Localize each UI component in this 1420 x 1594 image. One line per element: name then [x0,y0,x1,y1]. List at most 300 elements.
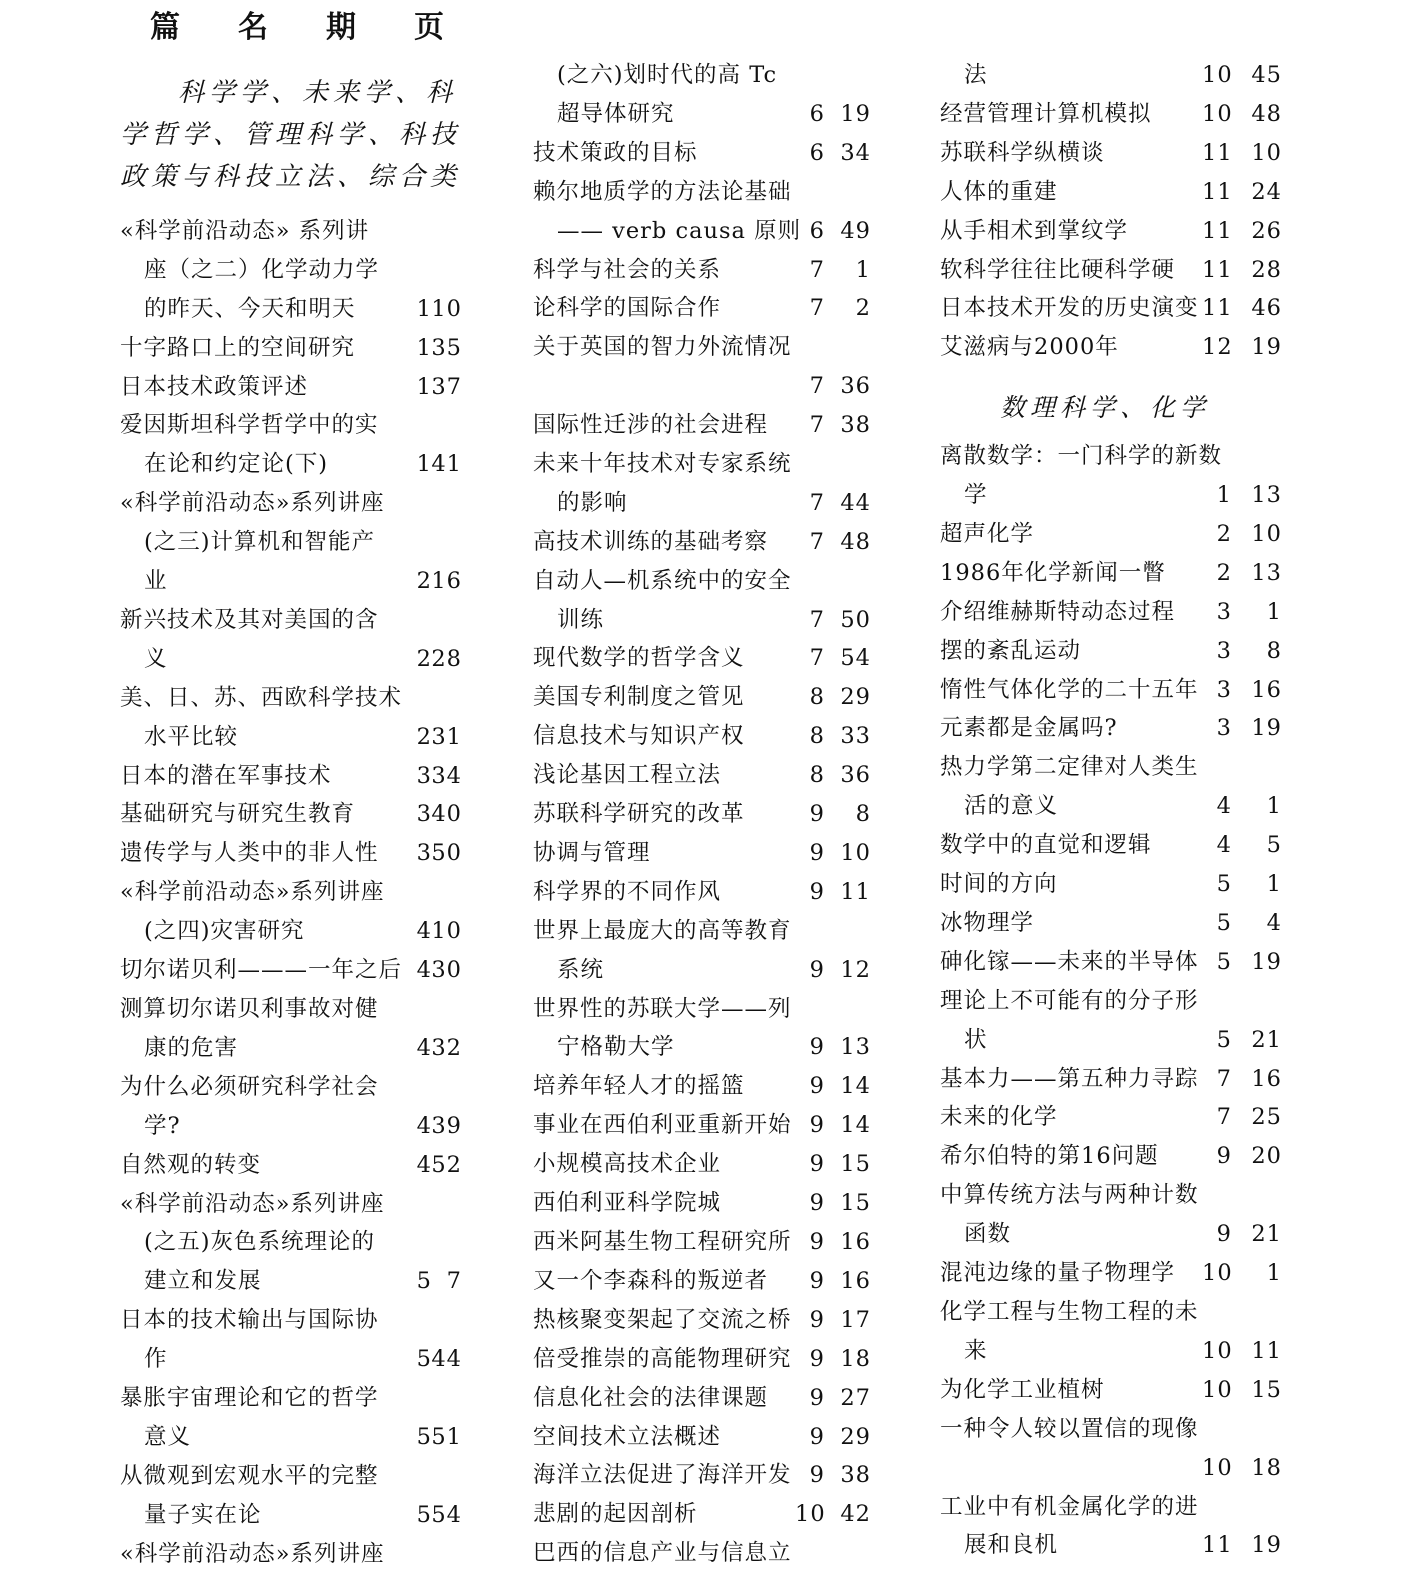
index-entry [120,834,470,873]
entry-title: 测算切尔诺贝利事故对健 [120,996,379,1022]
index-entry [533,95,893,134]
index-entry [533,795,893,834]
entry-title: 信息化社会的法律课题 [533,1385,769,1411]
entry-page: 28 [431,646,462,672]
entry-title: 日本技术开发的历史演变 [940,295,1199,321]
entry-issue: 7 [809,412,825,438]
index-entry [940,56,1300,95]
index-entry [533,56,893,95]
entry-issue: 9 [809,1268,825,1294]
index-entry [533,1495,893,1534]
entry-page: 54 [840,645,871,671]
entry-page: 15 [840,1151,871,1177]
entry-issue: 9 [809,1385,825,1411]
entry-issue: 6 [809,218,825,244]
entry-page: 27 [840,1385,871,1411]
entry-issue: 9 [809,879,825,905]
entry-title: 西米阿基生物工程研究所 [533,1229,792,1255]
index-entry [533,1262,893,1301]
entry-issue: 3 [1216,599,1232,625]
entry-title: 理论上不可能有的分子形 [940,988,1199,1014]
entry-page: 10 [840,840,871,866]
entry-title: 中算传统方法与两种计数 [940,1182,1199,1208]
index-entry [940,1176,1300,1215]
index-entry [940,1526,1300,1565]
entry-page: 15 [840,1190,871,1216]
entry-issue: 4 [416,1035,432,1061]
entry-title: 来 [964,1338,988,1364]
entry-page: 29 [840,684,871,710]
entry-title: 十字路口上的空间研究 [120,335,356,361]
entry-title: 热核聚变架起了交流之桥 [533,1307,792,1333]
entry-title: 宁格勒大学 [557,1034,675,1060]
entry-issue: 8 [809,684,825,710]
entry-page: 35 [431,335,462,361]
entry-issue: 1 [1216,482,1232,508]
index-entry [533,834,893,873]
index-entry [940,632,1300,671]
index-entry [120,1535,470,1574]
index-entry [533,990,893,1029]
entry-issue: 10 [1202,1377,1233,1403]
index-entry [533,1223,893,1262]
index-entry [120,1418,470,1457]
index-entry [120,1340,470,1379]
index-entry [940,1060,1300,1099]
entry-title: 从微观到宏观水平的完整 [120,1463,379,1489]
index-entry [533,1301,893,1340]
index-entry [120,718,470,757]
entry-title: «科学前沿动态»系列讲座 [120,1191,385,1217]
entry-issue: 9 [809,1307,825,1333]
entry-page: 16 [431,568,462,594]
entry-title: 巴西的信息产业与信息立 [533,1540,792,1566]
index-entry [940,134,1300,173]
entry-title: 摆的紊乱运动 [940,638,1082,664]
entry-page: 34 [840,140,871,166]
entry-issue: 5 [1216,1027,1232,1053]
entry-title: 展和良机 [964,1532,1059,1558]
entry-title: 科学与社会的关系 [533,257,722,283]
index-entry [120,951,470,990]
entry-title: 意义 [144,1424,192,1450]
index-entry [533,873,893,912]
entry-page: 2 [855,295,871,321]
entry-title: 元素都是金属吗? [940,715,1118,741]
index-entry [120,329,470,368]
entry-issue: 9 [809,1112,825,1138]
entry-issue: 11 [1202,1532,1233,1558]
entry-title: 在论和约定论(下) [144,451,329,477]
index-entry [940,748,1300,787]
index-entry [120,251,470,290]
entry-issue: 5 [416,1502,432,1528]
index-entry [533,406,893,445]
index-entry [120,406,470,445]
entry-title: 日本技术政策评述 [120,374,309,400]
entry-title: 事业在西伯利亚重新开始 [533,1112,792,1138]
index-entry [120,368,470,407]
entry-page: 21 [1251,1027,1282,1053]
index-entry [533,912,893,951]
entry-issue: 2 [416,568,432,594]
index-entry [940,1215,1300,1254]
entry-title: 空间技术立法概述 [533,1424,722,1450]
entry-issue: 3 [1216,677,1232,703]
index-entry [533,1106,893,1145]
index-entry [120,1379,470,1418]
entry-page: 34 [431,763,462,789]
entry-issue: 9 [809,957,825,983]
entry-title: 学? [144,1113,181,1139]
entry-title: 高技术训练的基础考察 [533,529,769,555]
entry-issue: 9 [809,1190,825,1216]
entry-title: 切尔诺贝利———一年之后 [120,957,403,983]
entry-title: 遗传学与人类中的非人性 [120,840,379,866]
entry-page: 8 [1266,638,1282,664]
index-entry [120,1029,470,1068]
index-entry [940,1098,1300,1137]
entry-title: 浅论基因工程立法 [533,762,722,788]
index-entry [940,289,1300,328]
entry-page: 15 [1251,1377,1282,1403]
index-entry [533,484,893,523]
index-entry [533,445,893,484]
entry-issue: 6 [809,101,825,127]
entry-title: 赖尔地质学的方法论基础 [533,179,792,205]
entry-page: 30 [431,957,462,983]
entry-title: —— verb causa 原则 [557,218,802,244]
entry-issue: 3 [416,763,432,789]
entry-title: 学 [964,482,988,508]
entry-title: 小规模高技术企业 [533,1151,722,1177]
index-entry [940,904,1300,943]
entry-title: 一种令人较以置信的现像 [940,1416,1199,1442]
entry-title: 座（之二）化学动力学 [144,257,380,283]
index-entry [940,709,1300,748]
entry-title: «科学前沿动态»系列讲座 [120,1541,385,1567]
index-entry [940,1488,1300,1527]
index-entry [120,1496,470,1535]
index-entry [533,212,893,251]
index-entry [533,367,893,406]
entry-title: 砷化镓——未来的半导体 [940,949,1199,975]
entry-title: 世界性的苏联大学——列 [533,996,792,1022]
entry-title: 希尔伯特的第16问题 [940,1143,1159,1169]
entry-title: 数学中的直觉和逻辑 [940,832,1152,858]
entry-issue: 9 [809,1462,825,1488]
index-entry [533,1418,893,1457]
entry-page: 10 [1251,521,1282,547]
entry-title: 苏联科学纵横谈 [940,140,1105,166]
entry-title: 系统 [557,957,605,983]
index-entry [940,251,1300,290]
entry-title: (之四)灾害研究 [144,918,305,944]
entry-title: 活的意义 [964,793,1059,819]
entry-title: 自然观的转变 [120,1152,262,1178]
entry-title: 信息技术与知识产权 [533,723,745,749]
entry-title: 协调与管理 [533,840,651,866]
index-entry [940,437,1300,476]
entry-page: 51 [431,1424,462,1450]
entry-title: 时间的方向 [940,871,1058,897]
entry-title: 的昨天、今天和明天 [144,296,356,322]
entry-issue: 7 [1216,1104,1232,1130]
entry-page: 16 [1251,677,1282,703]
index-entry [940,515,1300,554]
entry-issue: 5 [416,1424,432,1450]
index-entry [120,1223,470,1262]
entry-issue: 3 [416,801,432,827]
entry-page: 7 [446,1268,462,1294]
index-entry [533,678,893,717]
entry-title: 业 [144,568,168,594]
entry-title: (之三)计算机和智能产 [144,529,376,555]
index-entry [533,523,893,562]
entry-title: 海洋立法促进了海洋开发 [533,1462,792,1488]
entry-title: 从手相术到掌纹学 [940,218,1129,244]
entry-page: 49 [840,218,871,244]
index-entry [120,1107,470,1146]
entry-issue: 9 [809,1424,825,1450]
entry-page: 5 [1266,832,1282,858]
index-entry [120,290,470,329]
entry-issue: 1 [416,335,432,361]
entry-title: 美、日、苏、西欧科学技术 [120,685,403,711]
entry-title: 爱因斯坦科学哲学中的实 [120,412,379,438]
entry-issue: 1 [416,374,432,400]
entry-page: 44 [431,1346,462,1372]
index-entry [940,943,1300,982]
entry-issue: 2 [1216,521,1232,547]
index-entry [120,990,470,1029]
entry-issue: 4 [416,918,432,944]
index-entry [940,826,1300,865]
index-entry [940,1293,1300,1332]
index-entry [533,1067,893,1106]
entry-page: 1 [1266,871,1282,897]
entry-page: 48 [840,529,871,555]
entry-issue: 11 [1202,295,1233,321]
entry-title: 为什么必须研究科学社会 [120,1074,379,1100]
index-entry [120,562,470,601]
index-entry [120,795,470,834]
entry-page: 11 [840,879,871,905]
entry-title: 国际性迁涉的社会进程 [533,412,769,438]
index-entry [120,212,470,251]
entry-issue: 2 [1216,560,1232,586]
entry-page: 50 [431,840,462,866]
entry-issue: 11 [1202,218,1233,244]
entry-page: 33 [840,723,871,749]
index-entry [533,1456,893,1495]
entry-title: 西伯利亚科学院城 [533,1190,722,1216]
entry-title: 化学工程与生物工程的未 [940,1299,1199,1325]
entry-issue: 5 [416,1268,432,1294]
entry-page: 25 [1251,1104,1282,1130]
entry-title: 技术策政的目标 [533,140,698,166]
index-entry [940,593,1300,632]
entry-issue: 10 [1202,1338,1233,1364]
entry-page: 54 [431,1502,462,1528]
entry-title: 现代数学的哲学含义 [533,645,745,671]
entry-page: 31 [431,724,462,750]
entry-title: 义 [144,646,168,672]
index-entry [533,134,893,173]
entry-page: 39 [431,1113,462,1139]
entry-issue: 11 [1202,140,1233,166]
entry-page: 20 [1251,1143,1282,1169]
entry-issue: 5 [1216,949,1232,975]
entry-page: 46 [1251,295,1282,321]
index-entry [940,1332,1300,1371]
entry-issue: 9 [809,840,825,866]
entry-page: 28 [1251,257,1282,283]
index-entry [940,1137,1300,1176]
index-entry [120,912,470,951]
index-entry [533,289,893,328]
entry-issue: 8 [809,723,825,749]
entry-title: 新兴技术及其对美国的含 [120,607,379,633]
entry-page: 26 [1251,218,1282,244]
entry-title: 美国专利制度之管见 [533,684,745,710]
entry-page: 19 [1251,715,1282,741]
entry-title: 人体的重建 [940,179,1058,205]
index-entry [533,951,893,990]
entry-issue: 9 [809,1346,825,1372]
entry-page: 17 [840,1307,871,1333]
entry-issue: 10 [1202,1260,1233,1286]
index-entry [940,95,1300,134]
entry-title: 法 [964,62,988,88]
entry-issue: 7 [809,295,825,321]
index-entry [533,639,893,678]
entry-page: 13 [840,1034,871,1060]
index-entry [940,1254,1300,1293]
entry-issue: 10 [1202,1455,1233,1481]
entry-issue: 3 [1216,638,1232,664]
entry-page: 18 [840,1346,871,1372]
entry-issue: 4 [416,957,432,983]
entry-issue: 2 [416,646,432,672]
entry-issue: 11 [1202,257,1233,283]
entry-title: 水平比较 [144,724,239,750]
entry-title: (之六)划时代的高 Tc [557,62,778,88]
entry-page: 13 [1251,560,1282,586]
entry-issue: 3 [1216,715,1232,741]
entry-title: 基础研究与研究生教育 [120,801,356,827]
entry-title: 热力学第二定律对人类生 [940,754,1199,780]
entry-page: 14 [840,1073,871,1099]
index-entry [533,562,893,601]
entry-title: (之五)灰色系统理论的 [144,1229,376,1255]
index-entry [120,1185,470,1224]
entry-issue: 2 [416,724,432,750]
entry-page: 10 [431,296,462,322]
entry-issue: 4 [1216,793,1232,819]
section-heading: 数理科学、化学 [1000,393,1211,422]
index-entry [940,1410,1300,1449]
entry-title: 苏联科学研究的改革 [533,801,745,827]
index-entry [120,679,470,718]
index-entry [120,601,470,640]
entry-title: «科学前沿动态»系列讲座 [120,490,385,516]
entry-issue: 6 [809,140,825,166]
entry-issue: 7 [809,490,825,516]
entry-title: 状 [964,1027,988,1053]
index-entry [533,601,893,640]
entry-page: 42 [840,1501,871,1527]
entry-page: 12 [840,957,871,983]
entry-issue: 4 [1216,832,1232,858]
entry-page: 1 [1266,599,1282,625]
index-entry [940,671,1300,710]
index-entry [940,1449,1300,1488]
entry-title: 日本的潜在军事技术 [120,763,332,789]
entry-title: 世界上最庞大的高等教育 [533,918,792,944]
index-entry [940,1371,1300,1410]
entry-title: 的影响 [557,490,628,516]
entry-page: 19 [1251,949,1282,975]
entry-page: 19 [840,101,871,127]
index-entry [940,173,1300,212]
entry-title: 惰性气体化学的二十五年 [940,677,1199,703]
entry-issue: 9 [809,1151,825,1177]
entry-title: 基本力——第五种力寻踪 [940,1066,1199,1092]
entry-page: 16 [1251,1066,1282,1092]
entry-page: 16 [840,1229,871,1255]
entry-page: 4 [1266,910,1282,936]
entry-page: 14 [840,1112,871,1138]
index-entry [533,251,893,290]
index-entry [120,445,470,484]
entry-title: 训练 [557,607,605,633]
entry-title: 论科学的国际合作 [533,295,722,321]
entry-title: 为化学工业植树 [940,1377,1105,1403]
index-entry [940,212,1300,251]
index-entry [120,873,470,912]
entry-page: 38 [840,1462,871,1488]
entry-issue: 7 [809,645,825,671]
entry-issue: 9 [809,801,825,827]
index-entry [120,1301,470,1340]
entry-page: 18 [1251,1455,1282,1481]
entry-title: 介绍维赫斯特动态过程 [940,599,1176,625]
index-entry [120,1146,470,1185]
entry-issue: 7 [809,607,825,633]
entry-issue: 1 [416,451,432,477]
entry-page: 16 [840,1268,871,1294]
index-entry [940,1021,1300,1060]
entry-title: 悲剧的起因剖析 [533,1501,698,1527]
entry-page: 32 [431,1035,462,1061]
entry-issue: 8 [809,762,825,788]
entry-page: 37 [431,374,462,400]
entry-title: 超导体研究 [557,101,675,127]
entry-title: 又一个李森科的叛逆者 [533,1268,769,1294]
index-entry [120,484,470,523]
entry-issue: 12 [1202,334,1233,360]
entry-title: 未来十年技术对专家系统 [533,451,792,477]
entry-issue: 10 [1202,62,1233,88]
entry-page: 40 [431,801,462,827]
entry-title: 未来的化学 [940,1104,1058,1130]
index-entry [940,328,1300,367]
index-entry [533,1534,893,1573]
entry-issue: 5 [1216,871,1232,897]
entry-page: 1 [1266,793,1282,819]
entry-page: 29 [840,1424,871,1450]
